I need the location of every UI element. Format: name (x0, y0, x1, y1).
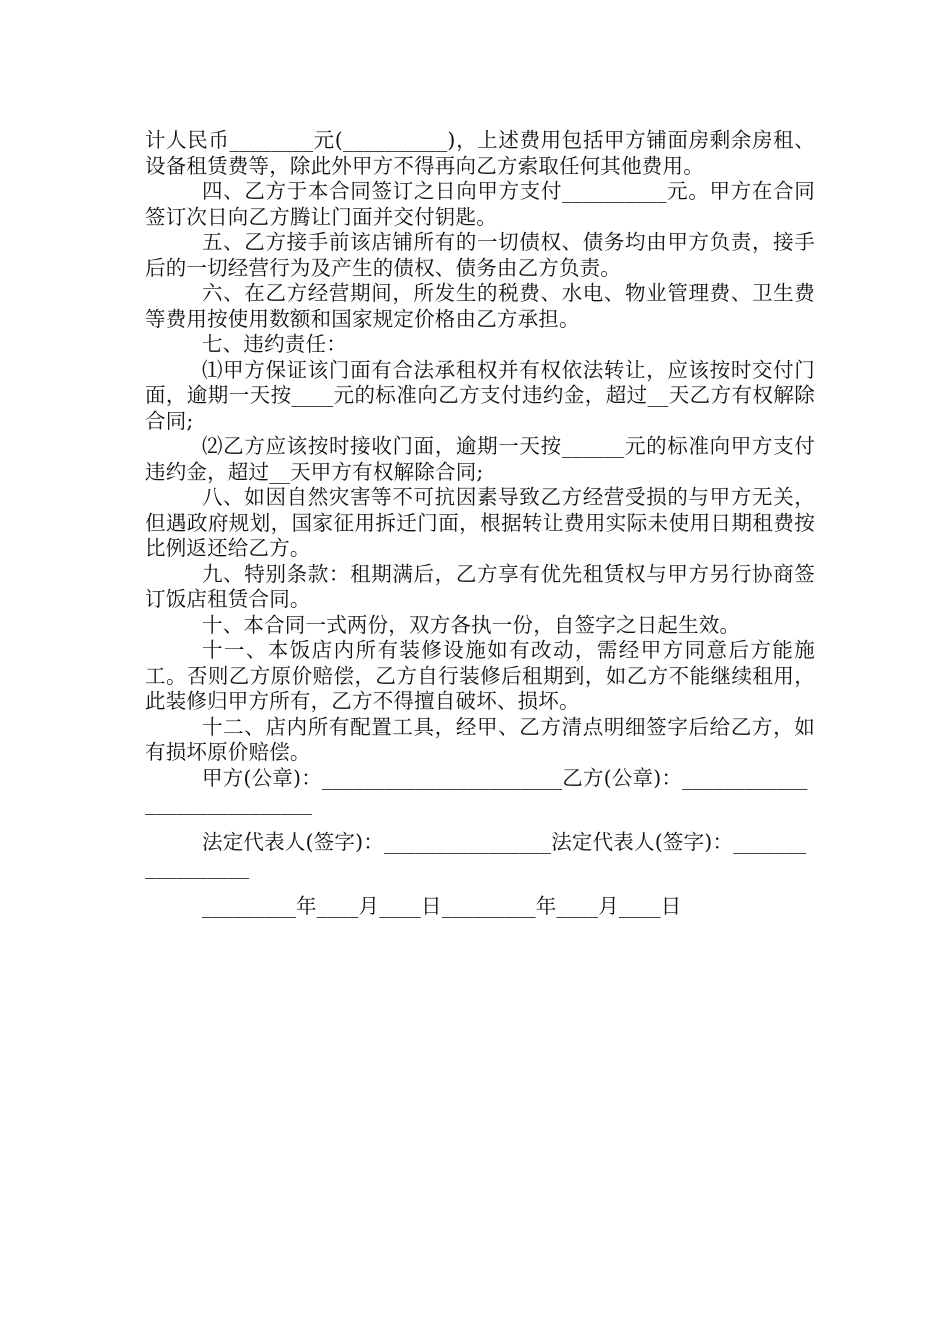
paragraph-clause-8: 八、如因自然灾害等不可抗因素导致乙方经营受损的与甲方无关，但遇政府规划，国家征用拆迁门面，根据转让费用实际未使用日期租费按比例返还给乙方。 (145, 485, 815, 560)
signature-representative-line: 法定代表人(签字)：________________法定代表人(签字)：_________________ (145, 829, 807, 879)
paragraph-clause-10: 十、本合同一式两份，双方各执一份，自签字之日起生效。 (202, 612, 741, 637)
paragraph-clause-7-1: ⑴甲方保证该门面有合法承租权并有权依法转让，应该按时交付门面，逾期一天按____元的标准向乙方支付违约金，超过__天乙方有权解除合同; (145, 357, 815, 433)
paragraph-clause-11: 十一、本饭店内所有装修设施如有改动，需经甲方同意后方能施工。否则乙方原价赔偿，乙方自行装修后租期到，如乙方不能继续租用，此装修归甲方所有，乙方不得擅自破坏、损坏。 (145, 638, 815, 713)
paragraph-clause-6: 六、在乙方经营期间，所发生的税费、水电、物业管理费、卫生费等费用按使用数额和国家规定价格由乙方承担。 (145, 281, 815, 331)
paragraph-clause-7: 七、违约责任： (202, 332, 347, 356)
paragraph-clause-9: 九、特别条款：租期满后，乙方享有优先租赁权与甲方另行协商签订饭店租赁合同。 (145, 561, 815, 611)
paragraph-clause-4: 四、乙方于本合同签订之日向甲方支付__________元。甲方在合同签订次日向乙方腾让门面并交付钥匙。 (145, 179, 815, 229)
contract-body (145, 128, 815, 919)
paragraph-clause-12: 十二、店内所有配置工具，经甲、乙方清点明细签字后给乙方，如有损坏原价赔偿。 (145, 714, 815, 764)
paragraph-clause-5: 五、乙方接手前该店铺所有的一切债权、债务均由甲方负责，接手后的一切经营行为及产生的债权、债务由乙方负责。 (145, 230, 815, 280)
paragraph-fee-continued: 计人民币________元(__________)，上述费用包括甲方铺面房剩余房租、设备租赁费等，除此外甲方不得再向乙方索取任何其他费用。 (145, 128, 815, 178)
paragraph-clause-7-2: ⑵乙方应该按时接收门面，逾期一天按______元的标准向甲方支付违约金，超过__天甲方有权解除合同; (145, 434, 815, 484)
signature-party-seal-line: 甲方(公章)：_______________________乙方(公章)：____________________________ (145, 765, 808, 815)
signature-date-line: _________年____月____日_________年____月____日 (202, 893, 682, 918)
